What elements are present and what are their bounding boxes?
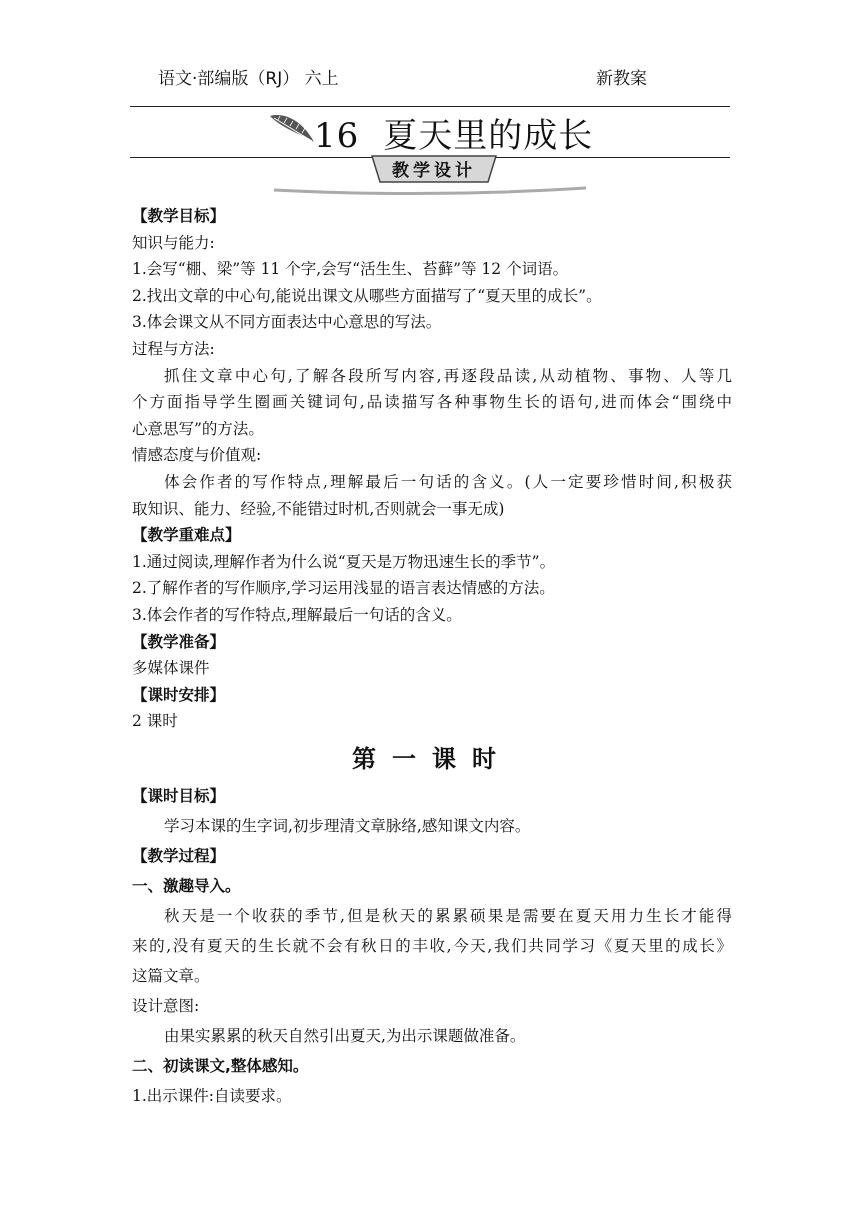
page-title bbox=[314, 108, 593, 157]
step-heading: 二、初读课文,整体感知。 bbox=[132, 1056, 309, 1075]
section-text: 多媒体课件 bbox=[132, 659, 210, 678]
banner-swoosh bbox=[270, 178, 590, 196]
section-text: 2 课时 bbox=[132, 712, 178, 731]
subsection-label: 过程与方法: bbox=[132, 339, 215, 358]
paragraph-line: 体会作者的写作特点,理解最后一句话的含义。(人一定要珍惜时间,积极获 bbox=[164, 472, 732, 491]
step-heading: 一、激趣导入。 bbox=[132, 876, 241, 895]
section-heading: 【教学准备】 bbox=[132, 632, 226, 651]
lesson-title: 夏天里的成长 bbox=[383, 116, 594, 156]
lesson-heading: 第一课时 bbox=[352, 744, 512, 773]
subsection-label: 知识与能力: bbox=[132, 233, 215, 252]
paragraph-line: 取知识、能力、经验,不能错过时机,否则就会一事无成) bbox=[132, 499, 505, 518]
subsection-label: 设计意图: bbox=[132, 996, 200, 1015]
paragraph-line: 来的,没有夏天的生长就不会有秋日的丰收,今天,我们共同学习《夏天里的成长》 bbox=[132, 936, 732, 955]
list-item: 2.找出文章的中心句,能说出课文从哪些方面描写了“夏天里的成长”。 bbox=[132, 286, 602, 305]
section-heading: 【教学过程】 bbox=[132, 846, 226, 865]
header-rule bbox=[130, 106, 730, 107]
paragraph-line: 这篇文章。 bbox=[132, 966, 210, 985]
section-heading: 【教学重难点】 bbox=[132, 526, 241, 545]
list-item: 1.出示课件:自读要求。 bbox=[132, 1086, 292, 1105]
header-series: 新教案 bbox=[596, 69, 647, 89]
banner-label: 教学设计 bbox=[392, 161, 476, 181]
feather-icon bbox=[268, 108, 318, 148]
list-item: 1.会写“棚、梁”等 11 个字,会写“活生生、苔藓”等 12 个词语。 bbox=[132, 260, 569, 279]
list-item: 1.通过阅读,理解作者为什么说“夏天是万物迅速生长的季节”。 bbox=[132, 552, 556, 571]
header-subject: 语文·部编版（RJ） 六上 bbox=[158, 69, 339, 89]
paragraph-line: 心意思写”的方法。 bbox=[132, 419, 264, 438]
paragraph-line: 秋天是一个收获的季节,但是秋天的累累硕果是需要在夏天用力生长才能得 bbox=[164, 906, 732, 925]
lesson-number: 16 bbox=[314, 116, 360, 156]
lesson-plan-body bbox=[132, 203, 732, 1111]
list-item: 3.体会课文从不同方面表达中心意思的写法。 bbox=[132, 313, 442, 332]
paragraph-line: 抓住文章中心句,了解各段所写内容,再逐段品读,从动植物、事物、人等几 bbox=[164, 366, 732, 385]
paragraph-line: 个方面指导学生圈画关键词句,品读描写各种事物生长的语句,进而体会“围绕中 bbox=[132, 393, 732, 412]
subsection-label: 情感态度与价值观: bbox=[132, 446, 262, 465]
list-item: 3.体会作者的写作特点,理解最后一句话的含义。 bbox=[132, 605, 462, 624]
list-item: 2.了解作者的写作顺序,学习运用浅显的语言表达情感的方法。 bbox=[132, 579, 555, 598]
section-heading: 【教学目标】 bbox=[132, 207, 226, 225]
section-heading: 【课时安排】 bbox=[132, 685, 226, 704]
section-heading: 【课时目标】 bbox=[132, 786, 226, 805]
section-text: 由果实累累的秋天自然引出夏天,为出示课题做准备。 bbox=[164, 1026, 526, 1045]
section-text: 学习本课的生字词,初步理清文章脉络,感知课文内容。 bbox=[164, 816, 531, 835]
